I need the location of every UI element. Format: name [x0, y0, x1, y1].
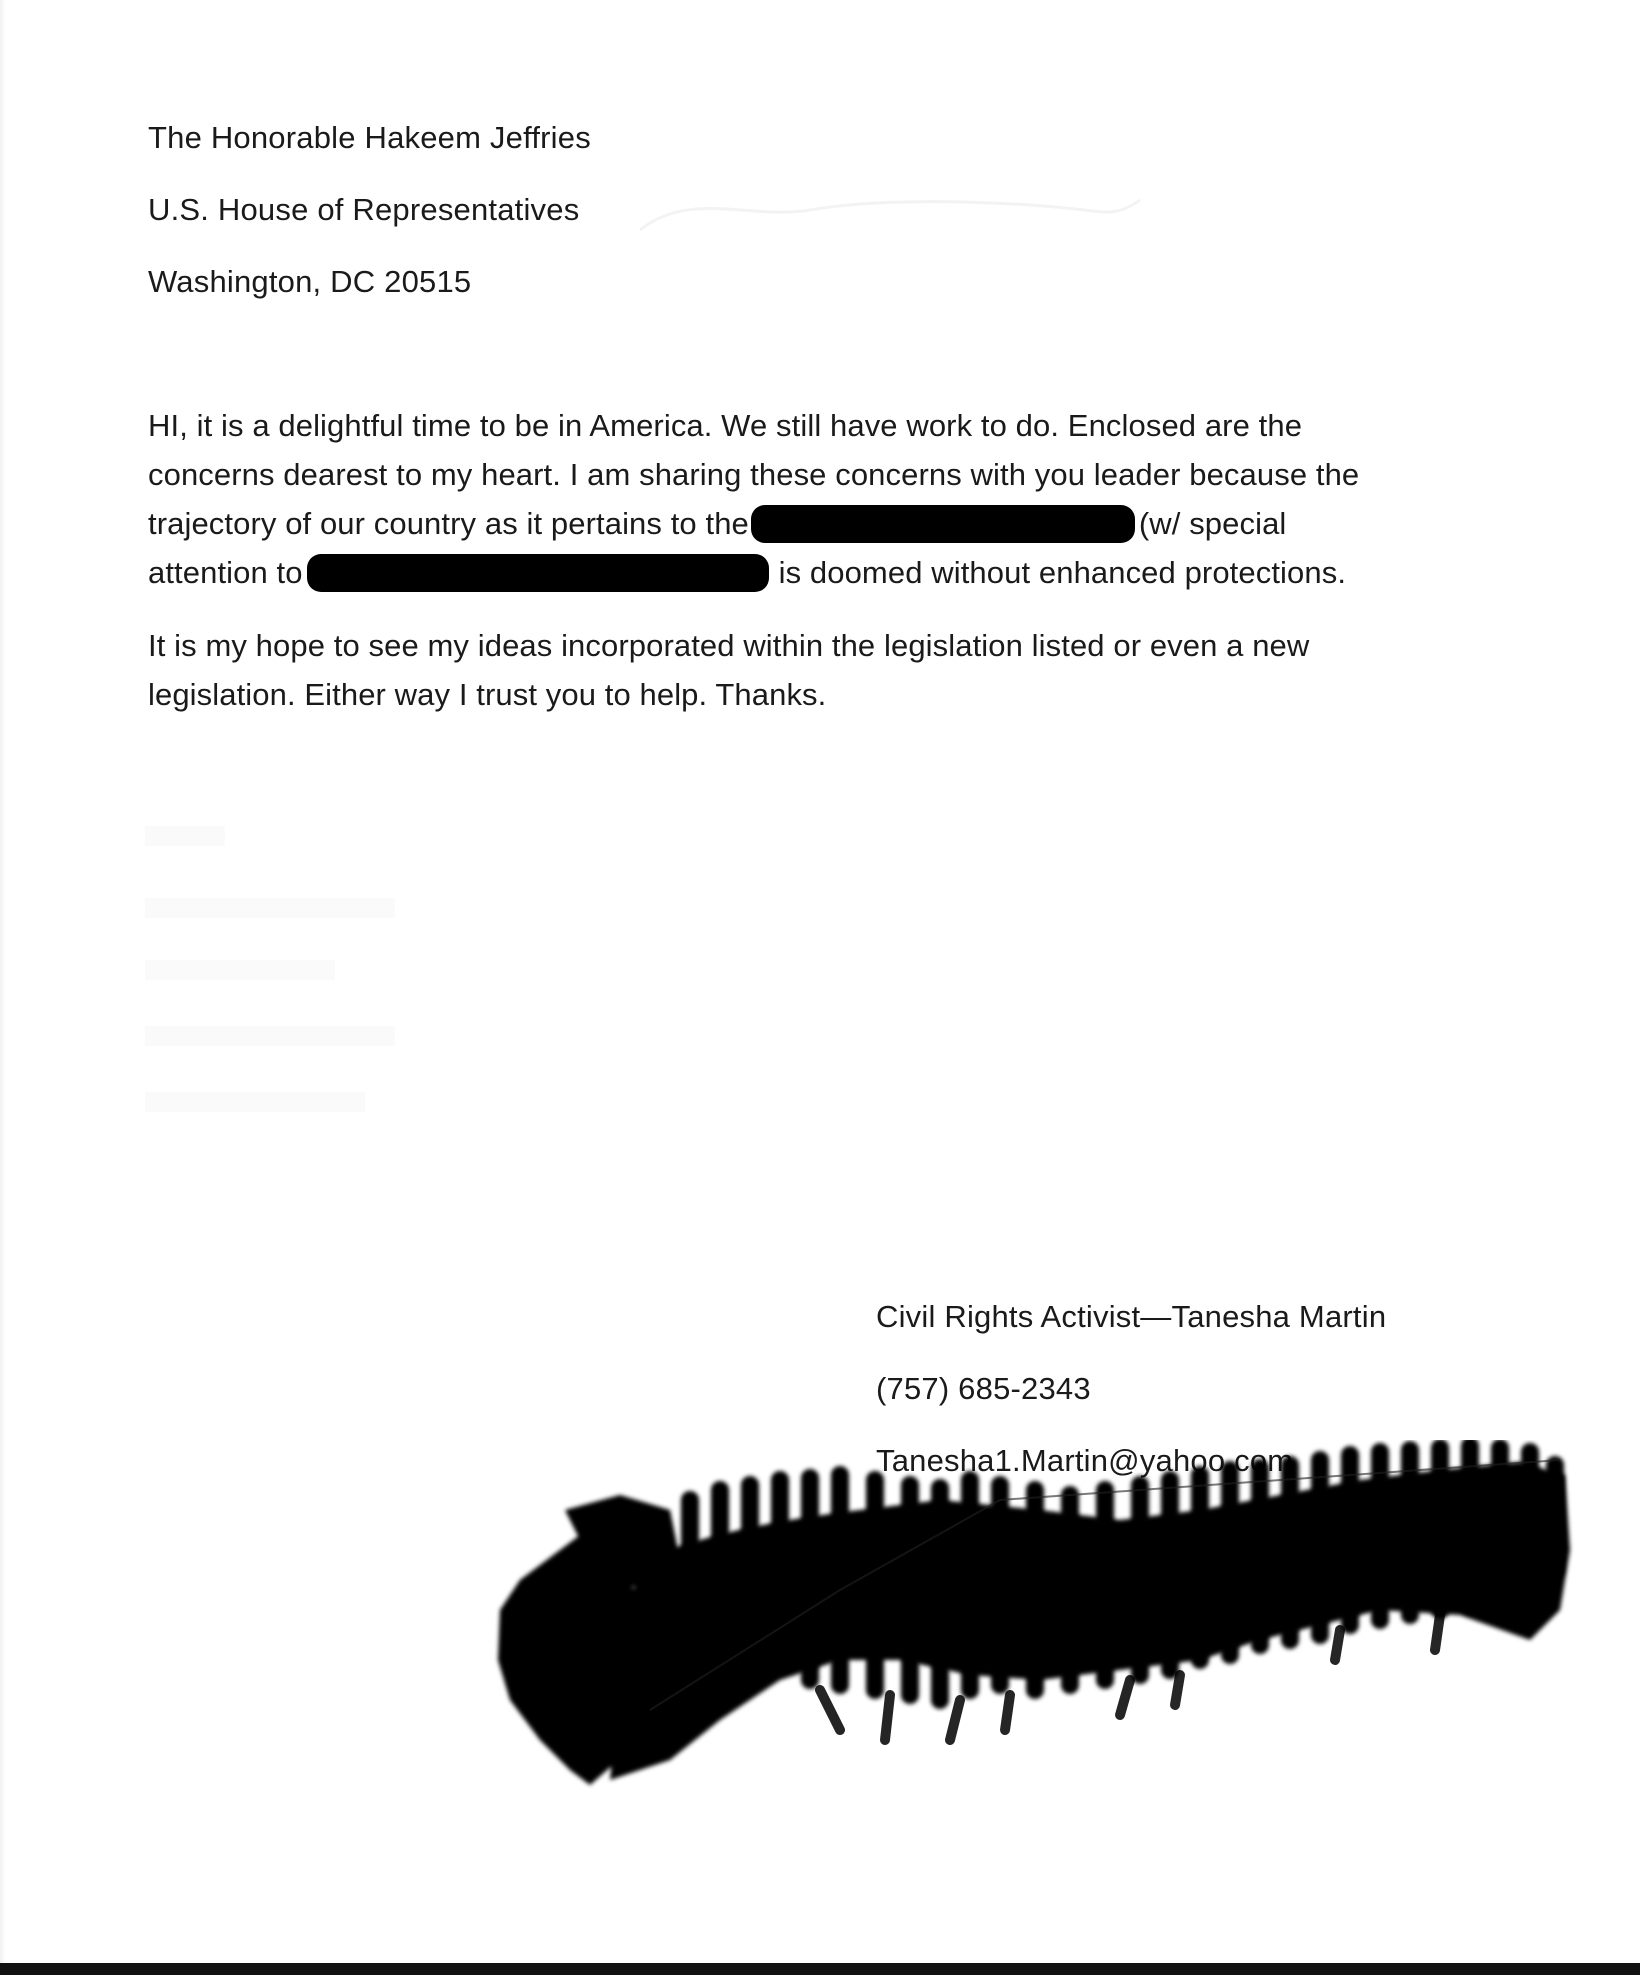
signer-title-name: Civil Rights Activist—Tanesha Martin — [876, 1299, 1387, 1334]
body-paragraph-1-line-4 — [148, 553, 1346, 593]
show-through-block — [145, 820, 445, 1120]
line-4-text-end: is doomed without enhanced protections. — [778, 555, 1347, 590]
recipient-name: The Honorable Hakeem Jeffries — [148, 120, 591, 155]
recipient-office: U.S. House of Representatives — [148, 192, 580, 227]
signature-scribble-redaction — [480, 1440, 1580, 1830]
recipient-city: Washington, DC 20515 — [148, 264, 472, 299]
redaction-bar — [751, 505, 1135, 543]
body-paragraph-2-line-2: legislation. Either way I trust you to help. Thanks. — [148, 677, 827, 712]
redaction-bar — [307, 554, 769, 592]
signer-email: Tanesha1.Martin@yahoo.com — [876, 1443, 1294, 1478]
show-through-trace — [630, 180, 1150, 240]
bottom-edge-bar — [0, 1963, 1640, 1975]
body-paragraph-1-line-2: concerns dearest to my heart. I am sharing these concerns with you leader because the — [148, 457, 1360, 492]
page-edge-shadow — [0, 0, 6, 1975]
body-paragraph-2-line-1: It is my hope to see my ideas incorporated within the legislation listed or even a new — [148, 628, 1310, 663]
line-3-text-end: (w/ special — [1138, 506, 1287, 541]
signer-phone: (757) 685-2343 — [876, 1371, 1091, 1406]
line-4-text-start: attention to — [148, 555, 303, 590]
line-3-text-start: trajectory of our country as it pertains to the — [148, 506, 749, 541]
body-paragraph-1-line-1: HI, it is a delightful time to be in America. We still have work to do. Enclosed are the — [148, 408, 1303, 443]
body-paragraph-1-line-3 — [148, 504, 1286, 544]
